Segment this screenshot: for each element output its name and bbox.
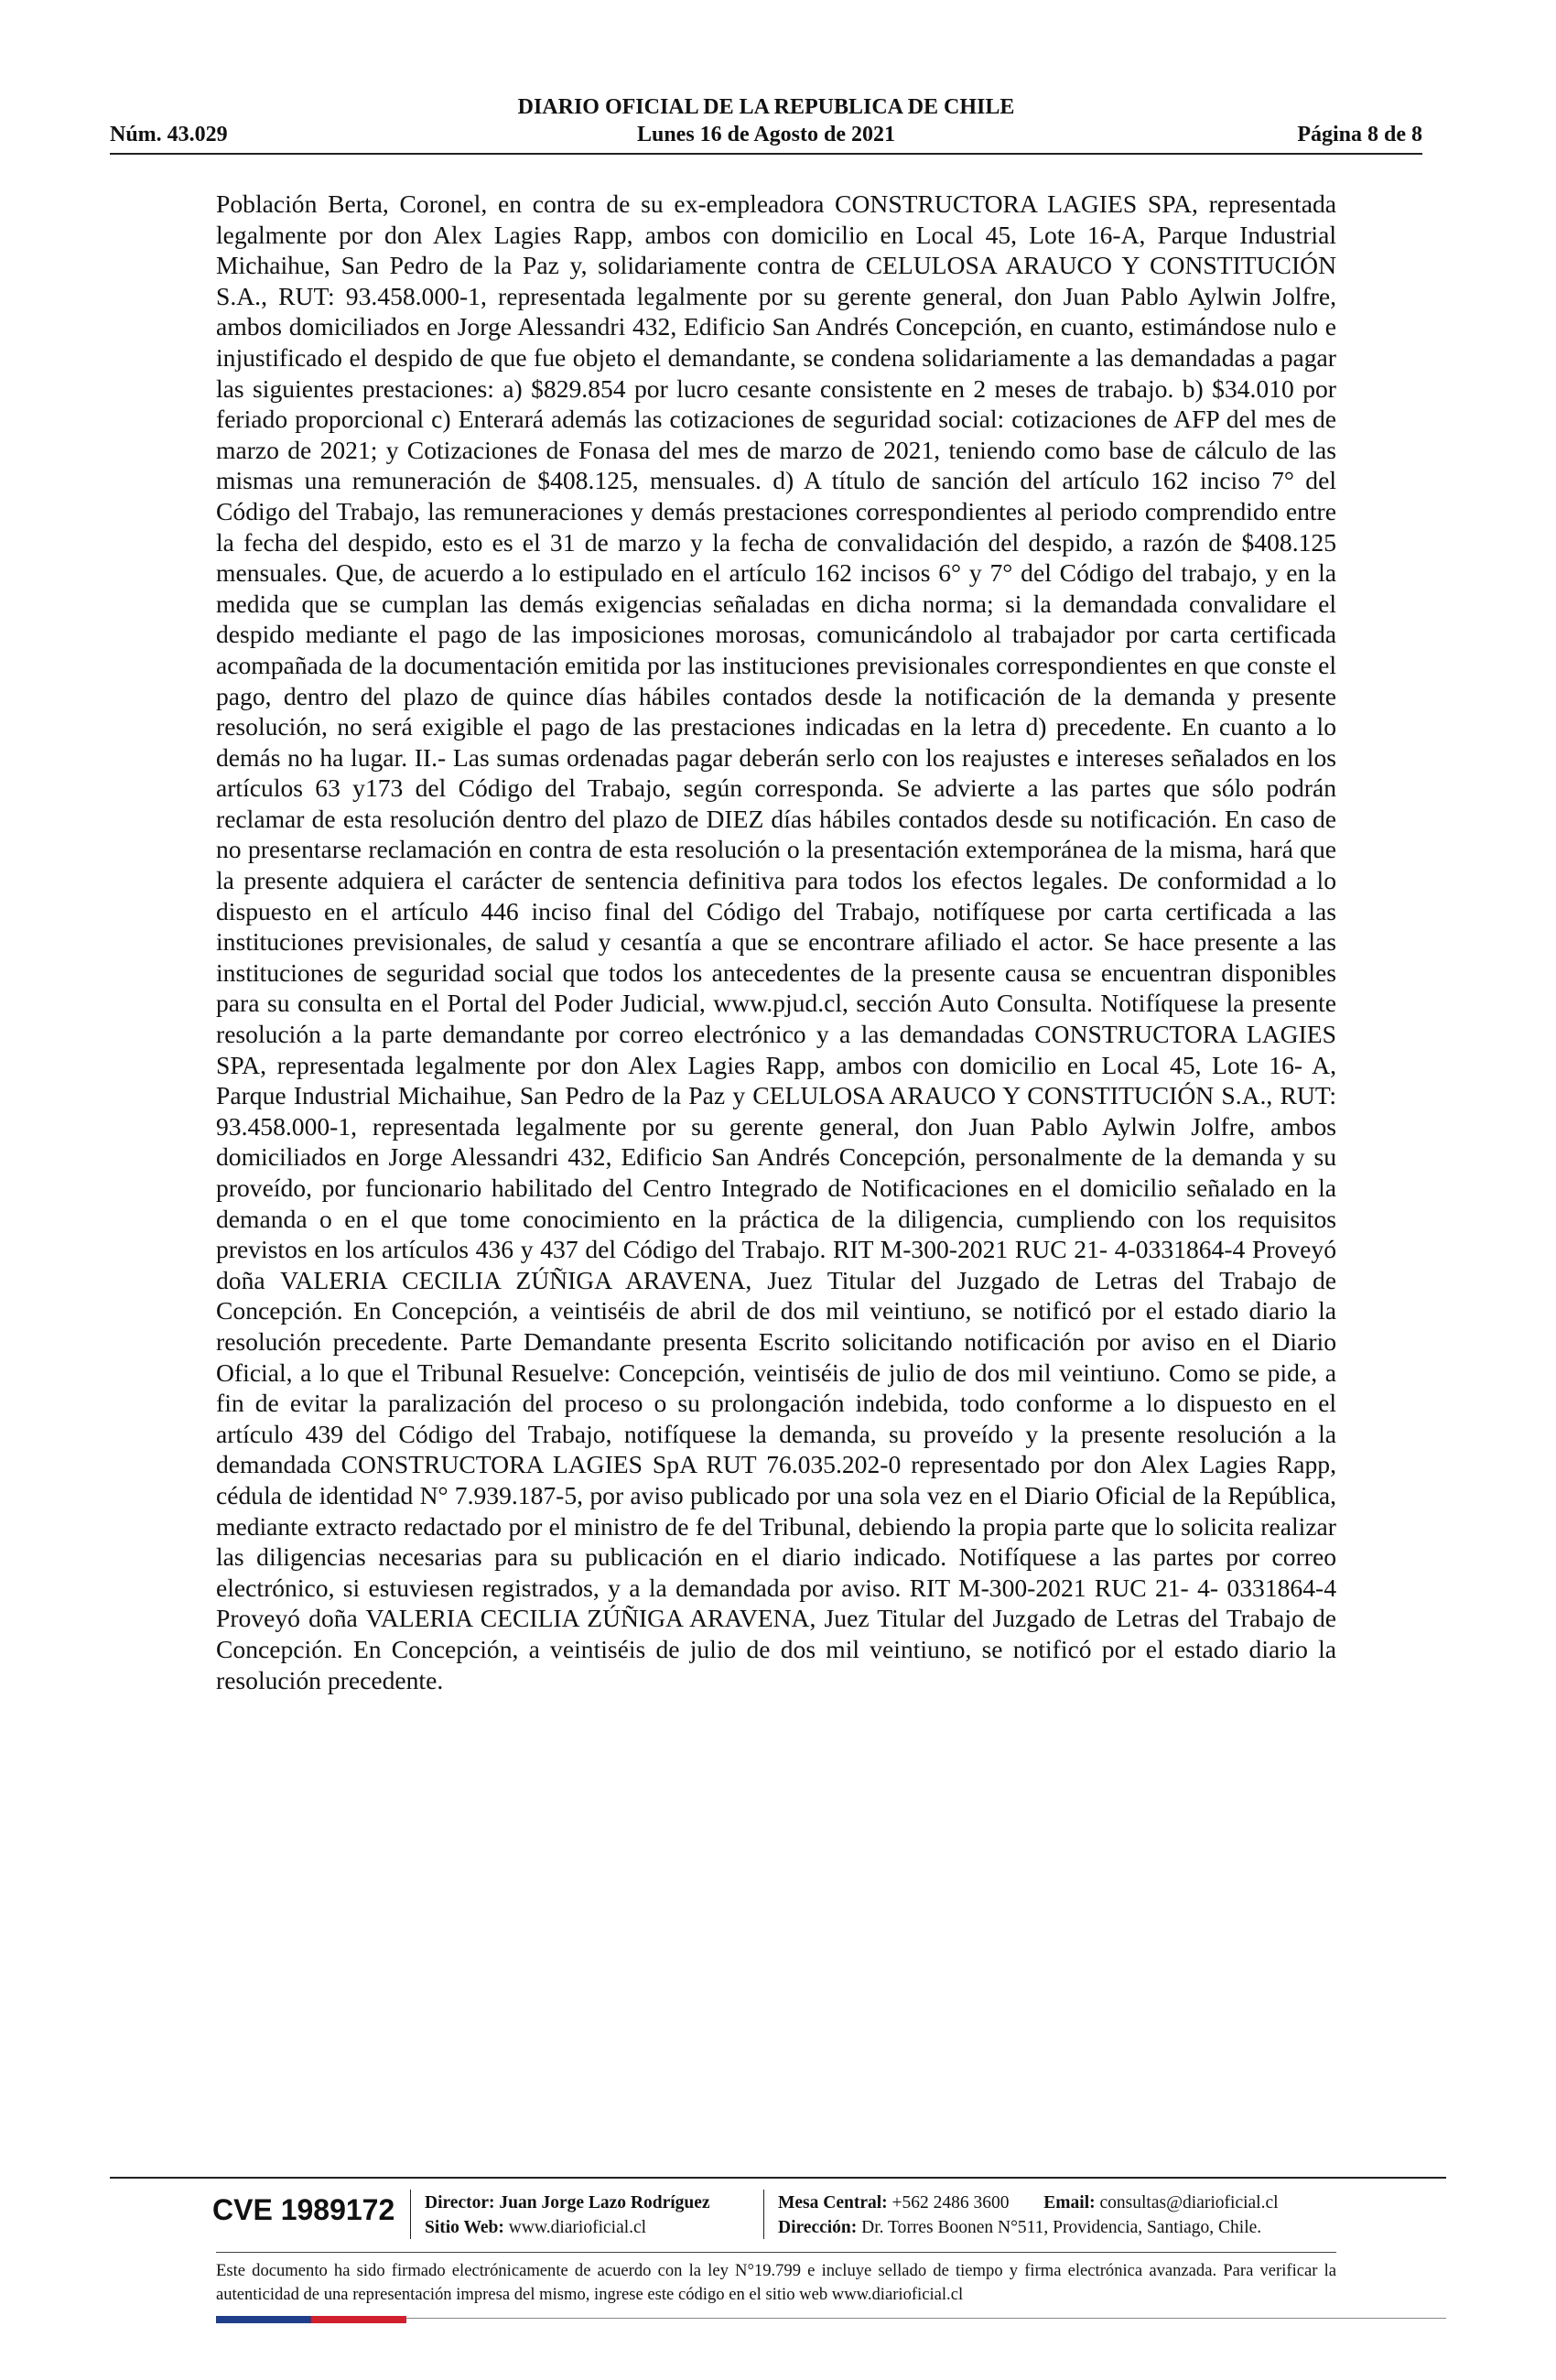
email-label: Email: [1043, 2193, 1096, 2212]
contact-line [778, 2191, 1279, 2215]
director-line [425, 2191, 710, 2215]
website-label: Sitio Web: [425, 2218, 504, 2237]
mesa-label: Mesa Central: [778, 2193, 888, 2212]
footer-director-block [425, 2191, 710, 2240]
newspaper-title: DIARIO OFICIAL DE LA REPUBLICA DE CHILE [517, 95, 1015, 119]
issue-date: Lunes 16 de Agosto de 2021 [636, 123, 896, 146]
address-label: Dirección: [778, 2218, 858, 2237]
footer-divider-top [110, 2177, 1446, 2179]
flag-band-blue [216, 2316, 311, 2323]
mesa-phone: +562 2486 3600 [891, 2193, 1010, 2212]
header-divider [110, 153, 1422, 155]
footer-separator [763, 2190, 764, 2239]
footer-divider-bottom [406, 2318, 1446, 2319]
flag-band-red [311, 2316, 406, 2323]
director-label: Director: [425, 2193, 495, 2212]
header-meta-row [110, 121, 1422, 148]
website-line [425, 2215, 710, 2240]
website-link[interactable]: www.diarioficial.cl [508, 2218, 647, 2237]
document-body: Población Berta, Coronel, en contra de su ex-empleadora CONSTRUCTORA LAGIES SPA, representada legalmente por don Alex Lagies Rapp, ambos con domicilio en Local 45, Lote 16-A, Parque Industrial Michaihue, San Pedro de la Paz y, solidariamente contra de CELULOSA ARAUCO Y CONSTITUCIÓN S.A., RUT: 93.458.000-1, representada legalmente por su gerente general, don Juan Pablo Aylwin Jolfre, ambos domiciliados en Jorge Alessandri 432, Edificio San Andrés Concepción, en cuanto, estimándose nulo e injustificado el despido de que fue objeto el demandante, se condena solidariamente a las demandadas a pagar las siguientes prestaciones: a) $829.854 por lucro cesante consistente en 2 meses de trabajo. b) $34.010 por feriado proporcional c) Enterará además las cotizaciones de seguridad social: cotizaciones de AFP del mes de marzo de 2021; y Cotizaciones de Fonasa del mes de marzo de 2021, teniendo como base de cálculo de las mismas una remuneración de $408.125, mensuales. d) A título de sanción del artículo 162 inciso 7° del Código del Trabajo, las remuneraciones y demás prestaciones correspondientes al periodo comprendido entre la fecha del despido, esto es el 31 de marzo y la fecha de convalidación del despido, a razón de $408.125 mensuales. Que, de acuerdo a lo estipulado en el artículo 162 incisos 6° y 7° del Código del trabajo, y en la medida que se cumplan las demás exigencias señaladas en dicha norma; si la demandada convalidare el despido mediante el pago de las imposiciones morosas, comunicándolo al trabajador por carta certificada acompañada de la documentación emitida por las instituciones previsionales correspondientes en que conste el pago, dentro del plazo de quince días hábiles contados desde la notificación de la demanda y presente resolución, no será exigible el pago de las prestaciones indicadas en la letra d) precedente. En cuanto a lo demás no ha lugar. II.- Las sumas ordenadas pagar deberán serlo con los reajustes e intereses señalados en los artículos 63 y173 del Código del Trabajo, según corresponda. Se advierte a las partes que sólo podrán reclamar de esta resolución dentro del plazo de DIEZ días hábiles contados desde su notificación. En caso de no presentarse reclamación en contra de esta resolución o la presentación extemporánea de la misma, hará que la presente adquiera el carácter de sentencia definitiva para todos los efectos legales. De conformidad a lo dispuesto en el artículo 446 inciso final del Código del Trabajo, notifíquese por carta certificada a las instituciones previsionales, de salud y cesantía a que se encontrare afiliado el actor. Se hace presente a las instituciones de seguridad social que todos los antecedentes de la presente causa se encuentran disponibles para su consulta en el Portal del Poder Judicial, www.pjud.cl, sección Auto Consulta. Notifíquese la presente resolución a la parte demandante por correo electrónico y a las demandadas CONSTRUCTORA LAGIES SPA, representada legalmente por don Alex Lagies Rapp, ambos con domicilio en Local 45, Lote 16- A, Parque Industrial Michaihue, San Pedro de la Paz y CELULOSA ARAUCO Y CONSTITUCIÓN S.A., RUT: 93.458.000-1, representada legalmente por su gerente general, don Juan Pablo Aylwin Jolfre, ambos domiciliados en Jorge Alessandri 432, Edificio San Andrés Concepción, personalmente de la demanda y su proveído, por funcionario habilitado del Centro Integrado de Notificaciones en el domicilio señalado en la demanda o en el que tome conocimiento en la práctica de la diligencia, cumpliendo con los requisitos previstos en los artículos 436 y 437 del Código del Trabajo. RIT M-300-2021 RUC 21- 4-0331864-4 Proveyó doña VALERIA CECILIA ZÚÑIGA ARAVENA, Juez Titular del Juzgado de Letras del Trabajo de Concepción. En Concepción, a veintiséis de abril de dos mil veintiuno, se notificó por el estado diario la resolución precedente. Parte Demandante presenta Escrito solicitando notificación por aviso en el Diario Oficial, a lo que el Tribunal Resuelve: Concepción, veintiséis de julio de dos mil veintiuno. Como se pide, a fin de evitar la paralización del proceso o su prolongación indebida, todo conforme a lo dispuesto en el artículo 439 del Código del Trabajo, notifíquese la demanda, su proveído y la presente resolución a la demandada CONSTRUCTORA LAGIES SpA RUT 76.035.202-0 representado por don Alex Lagies Rapp, cédula de identidad N° 7.939.187-5, por aviso publicado por una sola vez en el Diario Oficial de la República, mediante extracto redactado por el ministro de fe del Tribunal, debiendo la propia parte que lo solicita realizar las diligencias necesarias para su publicación en el diario indicado. Notifíquese a las partes por correo electrónico, si estuviesen registrados, y a la demandada por aviso. RIT M-300-2021 RUC 21- 4- 0331864-4 Proveyó doña VALERIA CECILIA ZÚÑIGA ARAVENA, Juez Titular del Juzgado de Letras del Trabajo de Concepción. En Concepción, a veintiséis de julio de dos mil veintiuno, se notificó por el estado diario la resolución precedente. [216, 189, 1336, 1694]
address-value: Dr. Torres Boonen N°511, Providencia, Santiago, Chile. [861, 2218, 1262, 2237]
page-header [110, 93, 1422, 150]
page-number: Página 8 de 8 [1297, 123, 1422, 146]
email-link[interactable]: consultas@diarioficial.cl [1099, 2193, 1279, 2212]
issue-number: Núm. 43.029 [110, 123, 228, 146]
footer-contact-block [778, 2191, 1279, 2240]
footer-divider-mid [216, 2252, 1336, 2253]
footer-separator [410, 2190, 411, 2239]
address-line [778, 2215, 1279, 2240]
director-name: Juan Jorge Lazo Rodríguez [499, 2193, 710, 2212]
electronic-signature-notice: Este documento ha sido firmado electrónicamente de acuerdo con la ley N°19.799 e incluye sellado de tiempo y firma electrónica avanzada. Para verificar la autenticidad de una representación impresa del mismo, ingrese este código en el sitio web www.diarioficial.cl [216, 2261, 1336, 2304]
cve-code: CVE 1989172 [212, 2193, 395, 2226]
